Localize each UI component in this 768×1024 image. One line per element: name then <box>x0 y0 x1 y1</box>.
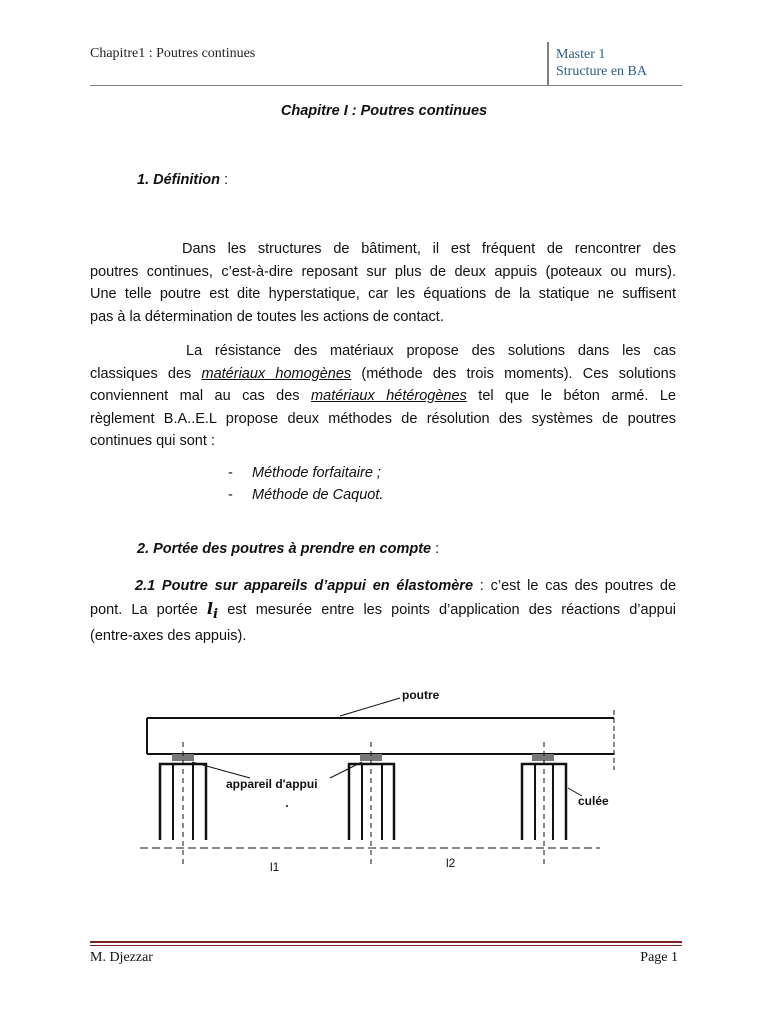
footer-rule <box>90 941 682 943</box>
para21-line <box>90 598 676 626</box>
paragraph-section-2-1 <box>90 575 676 648</box>
para2-line: continues qui sont : <box>90 433 215 449</box>
bridge-beam-figure <box>130 680 640 880</box>
para21-line <box>90 575 676 598</box>
para1-line: pas à la détermination de toutes les actions de contact. <box>90 308 444 325</box>
paragraph-definition <box>90 238 676 328</box>
para2-text: conviennent mal au cas des <box>90 388 312 404</box>
span-symbol <box>206 598 219 622</box>
section-2-heading <box>137 541 439 557</box>
para2-line <box>90 385 676 408</box>
column-cores <box>173 764 553 840</box>
list-item-text: Méthode forfaitaire ; <box>252 465 381 481</box>
section-1-number: 1. <box>137 172 150 188</box>
label-abutment: culée <box>578 794 609 808</box>
methods-list <box>228 462 383 506</box>
header-course: Structure en BA <box>556 64 647 79</box>
beam <box>147 718 614 754</box>
label-bearing: appareil d'appui <box>226 777 318 791</box>
para21-line: (entre-axes des appuis). <box>90 628 247 645</box>
section-2-1-label: 2.1 Poutre sur appareils d’appui en élastomère <box>135 578 474 594</box>
section-1-label: Définition <box>153 172 220 188</box>
header-divider <box>547 42 549 86</box>
para2-text: tel que le béton armé. Le <box>466 388 676 404</box>
list-item <box>228 462 383 484</box>
section-2-suffix: : <box>431 541 440 557</box>
para2-line: règlement B.A..E.L propose deux méthodes de résolution des systèmes de poutres <box>90 410 676 427</box>
para1-line: Une telle poutre est dite hyperstatique, car les équations de la statique ne suffisent <box>90 286 676 302</box>
para21-text: pont. La portée <box>90 601 207 618</box>
para21-text: : c’est le cas des poutres de <box>473 578 677 594</box>
label-span-1: l1 <box>270 860 280 874</box>
term-homogeneous: matériaux homogènes <box>201 365 352 382</box>
list-dash: - <box>228 487 233 503</box>
page-title: Chapitre I : Poutres continues <box>280 103 488 119</box>
list-item-text: Méthode de Caquot. <box>252 487 384 503</box>
para2-line: La résistance des matériaux propose des solutions dans les cas <box>186 343 676 359</box>
span-symbol-l: l <box>206 598 213 618</box>
span-symbol-sub: i <box>213 605 219 622</box>
footer-page-number: Page 1 <box>640 950 678 965</box>
header-level: Master 1 <box>556 47 606 62</box>
para2-text: (méthode des trois moments). Ces solutions <box>351 365 677 382</box>
para2-line <box>90 363 676 386</box>
paragraph-methods <box>90 340 676 453</box>
section-1-suffix: : <box>219 172 229 188</box>
section-2-label: 2. Portée des poutres à prendre en compte <box>137 541 432 557</box>
label-span-2: l2 <box>446 856 456 870</box>
para21-text: est mesurée entre les points d’application des réactions d’appui <box>218 601 676 618</box>
beam-diagram <box>130 680 640 880</box>
label-beam: poutre <box>402 688 440 702</box>
para1-line: poutres continues, c’est-à-dire reposant sur plus de deux appuis (poteaux ou murs). <box>90 263 676 280</box>
para1-line: Dans les structures de bâtiment, il est fréquent de rencontrer des <box>182 241 676 257</box>
header-chapter: Chapitre1 : Poutres continues <box>90 46 256 61</box>
header-course-block <box>556 46 647 80</box>
list-item <box>228 484 383 506</box>
list-dash: - <box>228 465 233 481</box>
bearing-pad <box>532 754 554 761</box>
footer-rule-thin <box>90 945 682 946</box>
para2-text: classiques des <box>90 365 202 382</box>
figure-dot <box>286 805 288 807</box>
section-1-heading <box>137 172 228 188</box>
beam-leader <box>340 698 400 716</box>
header-rule <box>90 85 682 86</box>
footer-author: M. Djezzar <box>90 950 153 965</box>
term-heterogeneous: matériaux hétérogènes <box>311 388 467 404</box>
